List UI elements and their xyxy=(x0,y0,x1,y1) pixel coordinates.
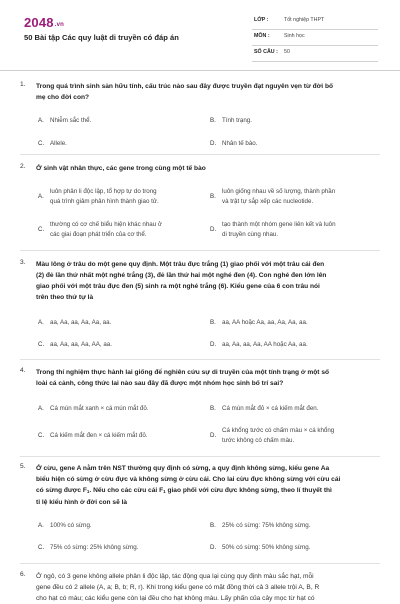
question-line: Ở sinh vật nhân thực, các gene trong cùng một tế bào xyxy=(36,165,206,172)
option-letter: A. xyxy=(38,522,44,529)
option-letter: A. xyxy=(38,405,44,412)
option-letter: D. xyxy=(210,544,217,551)
meta-row-class xyxy=(252,14,378,30)
option-letter: A. xyxy=(38,117,44,124)
meta-value: Sinh học xyxy=(284,33,305,39)
question-fragment: . Nếu cho các cừu cái xyxy=(89,487,158,494)
f-symbol: F xyxy=(82,487,87,494)
option-text: aa, Aa, aa, Aa, AA, aa. xyxy=(50,341,112,348)
question-line: giao phối với một trâu đực đen (5) sinh ra một nghé trắng (6). Kiểu gene của 6 con trâu nói xyxy=(36,283,320,290)
option-text: 100% có sừng. xyxy=(50,522,92,529)
meta-value: Tốt nghiệp THPT xyxy=(284,17,325,23)
option-letter: D. xyxy=(210,226,217,233)
question-fragment: giao phối với cừu đực không sừng, theo lí thuyết thì xyxy=(165,487,332,494)
option-letter: D. xyxy=(210,341,217,348)
question-line: biểu hiện có sừng ở cừu đực và không sừng ở cừu cái. Cho lai cừu đực không sừng với cừu cái xyxy=(36,476,341,483)
option-text: Allele. xyxy=(50,140,67,147)
question-line: gene đều có 2 allele (A, a; B, b; R, r). Khi trong kiểu gene có mặt đồng thời cả 3 allele trội A, B, R xyxy=(36,584,320,591)
question-number: 2. xyxy=(20,163,26,170)
meta-row-count xyxy=(252,46,378,62)
option-letter: B. xyxy=(210,405,216,412)
question-divider xyxy=(20,456,380,457)
question-number: 5. xyxy=(20,463,26,470)
question-text xyxy=(36,259,376,303)
option-line: luôn giống nhau về số lượng, thành phần xyxy=(222,188,336,195)
option-letter: A. xyxy=(38,319,44,326)
question-line: Ở ngô, có 3 gene không allele phân li độc lập, tác động qua lại cùng quy định màu sắc hạt, mỗi xyxy=(36,573,314,580)
option-text xyxy=(50,220,200,240)
option-letter: C. xyxy=(38,226,45,233)
option-line: thường có cơ chế biểu hiện khác nhau ở xyxy=(50,221,162,228)
document-title: 50 Bài tập Các quy luật di truyền có đáp án xyxy=(24,33,179,42)
option-line: và trật tự sắp xếp các nucleotide. xyxy=(222,198,314,205)
site-logo[interactable] xyxy=(24,15,64,30)
question-number: 4. xyxy=(20,367,26,374)
question-line: Màu lông ở trâu do một gene quy định. Một trâu đực trắng (1) giao phối với một trâu cái đen xyxy=(36,261,325,268)
option-line: quá trình giảm phân hình thành giao tử. xyxy=(50,198,159,205)
question-number: 3. xyxy=(20,259,26,266)
option-letter: B. xyxy=(210,117,216,124)
option-letter: C. xyxy=(38,544,45,551)
question-divider xyxy=(20,250,380,251)
option-line: di truyền cùng nhau. xyxy=(222,231,279,238)
question-text xyxy=(36,163,376,174)
option-letter: B. xyxy=(210,319,216,326)
f-subscript: 1 xyxy=(163,489,166,494)
meta-value: 50 xyxy=(284,49,290,55)
option-letter: C. xyxy=(38,341,45,348)
option-line: tạo thành một nhóm gene liên kết và luôn xyxy=(222,221,336,228)
option-letter: C. xyxy=(38,140,45,147)
question-line: loài cá cảnh, công thức lai nào sau đây đã được một nhóm học sinh bố trí sai? xyxy=(36,380,284,387)
option-letter: D. xyxy=(210,140,217,147)
option-letter: B. xyxy=(210,522,216,529)
header-divider xyxy=(0,70,400,71)
question-divider xyxy=(20,154,380,155)
option-text: 75% có sừng: 25% không sừng. xyxy=(50,544,139,551)
option-text: Cá kiếm mắt đen × cá kiếm mắt đỏ. xyxy=(50,432,148,439)
f-symbol: F xyxy=(159,487,164,494)
question-line: Ở cừu, gene A nằm trên NST thường quy định có sừng, a quy định không sừng, kiểu gene Aa xyxy=(36,465,330,472)
question-divider xyxy=(20,359,380,360)
document-meta xyxy=(252,14,378,62)
question-text xyxy=(36,463,376,508)
question-text xyxy=(36,367,376,389)
option-letter: D. xyxy=(210,432,217,439)
option-letter: A. xyxy=(38,193,44,200)
option-text: 50% có sừng: 50% không sừng. xyxy=(222,544,311,551)
option-letter: B. xyxy=(210,193,216,200)
logo-text: 2048 xyxy=(24,15,54,30)
question-line xyxy=(36,485,376,497)
option-text xyxy=(222,187,372,207)
question-line: tỉ lệ kiểu hình ở đời con sẽ là xyxy=(36,499,128,506)
option-text: aa, Aa, aa, Aa, Aa, aa. xyxy=(50,319,112,326)
meta-row-subject xyxy=(252,30,378,46)
question-line: mẹ cho đời con? xyxy=(36,94,90,101)
option-text: Cá mún mắt xanh × cá mún mắt đỏ. xyxy=(50,405,149,412)
option-text: Cá mún mắt đỏ × cá kiếm mắt đen. xyxy=(222,405,319,412)
option-text xyxy=(222,426,372,446)
option-line: tước không có chấm màu. xyxy=(222,437,295,444)
option-text xyxy=(222,220,372,240)
option-letter: C. xyxy=(38,432,45,439)
meta-key: SỐ CÂU : xyxy=(254,49,278,55)
question-line: Trong quá trình sinh sản hữu tính, cấu trúc nào sau đây được truyền đạt nguyên vẹn từ đời bố xyxy=(36,83,333,90)
option-text: Nhiễm sắc thể. xyxy=(50,117,92,124)
meta-key: MÔN : xyxy=(254,33,270,39)
question-number: 6. xyxy=(20,571,26,578)
option-text: aa, Aa, aa, Aa, AA hoặc Aa, aa. xyxy=(222,341,308,348)
document-header xyxy=(0,0,400,70)
question-line: (2) đẻ lần thứ nhất một nghé trắng (3), đẻ lần thứ hai một nghé đen (4). Con nghé đen lớn lên xyxy=(36,272,327,279)
option-line: luôn phân li độc lập, tổ hợp tự do trong xyxy=(50,188,157,195)
option-text: aa, AA hoặc Aa, aa, Aa, Aa, aa. xyxy=(222,319,308,326)
option-text: Tính trạng. xyxy=(222,117,252,124)
question-text xyxy=(36,81,376,103)
meta-key: LỚP : xyxy=(254,17,269,23)
question-fragment: có sừng được xyxy=(36,487,82,494)
question-text xyxy=(36,571,376,604)
question-line: Trong thí nghiệm thực hành lai giống để nghiên cứu sự di truyền của một tính trạng ở một số xyxy=(36,369,330,376)
logo-suffix: .vn xyxy=(54,22,65,28)
question-divider xyxy=(20,563,380,564)
question-line: trên theo thứ tự là xyxy=(36,294,94,301)
question-line: cho hạt có màu; các kiểu gene còn lại đều cho hạt không màu. Lấy phấn của cây mọc từ hạt có xyxy=(36,595,315,602)
option-text: Nhân tế bào. xyxy=(222,140,258,147)
option-text xyxy=(50,187,200,207)
option-line: Cá khổng tước có chấm màu × cá khổng xyxy=(222,427,335,434)
option-text: 25% có sừng: 75% không sừng. xyxy=(222,522,311,529)
question-number: 1. xyxy=(20,81,26,88)
option-line: các giai đoạn phát triển của cơ thể. xyxy=(50,231,147,238)
f-subscript: 1 xyxy=(86,489,90,494)
